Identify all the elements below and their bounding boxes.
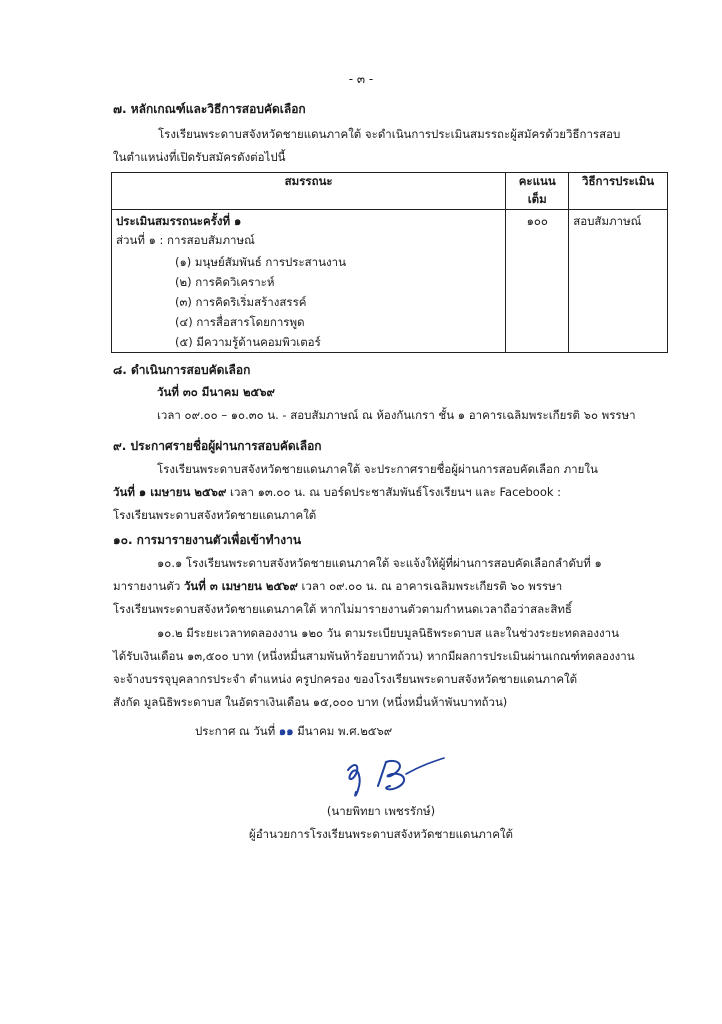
announce-line [195, 723, 392, 741]
competency-item: (๒) การคิดวิเคราะห์ [175, 275, 275, 289]
section8-title: ๘. ดำเนินการสอบคัดเลือก [113, 363, 251, 377]
section10-p2-line2: ได้รับเงินเดือน ๑๓,๕๐๐ บาท (หนึ่งหมื่นสามพันห้าร้อยบาทถ้วน) หากมีผลการประเมินผ่านเกณฑ์ทดลองงาน [113, 649, 635, 663]
section9-line2-rest: เวลา ๑๓.๐๐ น. ณ บอร์ดประชาสัมพันธ์โรงเรียนฯ และ Facebook : [226, 485, 562, 499]
method-cell: สอบสัมภาษณ์ [569, 210, 668, 353]
part-label: ส่วนที่ ๑ : การสอบสัมภาษณ์ [116, 233, 255, 247]
competency-item: (๕) มีความรู้ด้านคอมพิวเตอร์ [175, 335, 321, 349]
section9-line1: โรงเรียนพระดาบสจังหวัดชายแดนภาคใต้ จะประกาศรายชื่อผู้ผ่านการสอบคัดเลือก ภายใน [157, 462, 598, 476]
signer-position: ผู้อำนวยการโรงเรียนพระดาบสจังหวัดชายแดนภาคใต้ [248, 827, 514, 841]
section9-line3: โรงเรียนพระดาบสจังหวัดชายแดนภาคใต้ [113, 508, 317, 522]
section10-p1-line2-rest: เวลา ๐๙.๐๐ น. ณ อาคารเฉลิมพระเกียรติ ๖๐ พรรษา [297, 579, 563, 593]
round-title: ประเมินสมรรถนะครั้งที่ ๑ [116, 214, 242, 228]
section7-para-line1: โรงเรียนพระดาบสจังหวัดชายแดนภาคใต้ จะดำเนินการประเมินสมรรถะผู้สมัครด้วยวิธีการสอบ [158, 127, 621, 141]
table-header-competency: สมรรถนะ [112, 173, 506, 210]
competency-table [111, 172, 668, 353]
table-header-method: วิธีการประเมิน [569, 173, 668, 210]
section8-date: วันที่ ๓๐ มีนาคม ๒๕๖๙ [157, 385, 275, 399]
table-header-row [112, 173, 668, 210]
score-cell: ๑๐๐ [506, 210, 569, 353]
section9-title: ๙. ประกาศรายชื่อผู้ผ่านการสอบคัดเลือก [113, 439, 322, 453]
section9-date: วันที่ ๑ เมษายน ๒๕๖๙ [113, 485, 227, 499]
section8-detail: เวลา ๐๙.๐๐ – ๑๐.๓๐ น. - สอบสัมภาษณ์ ณ ห้องกันเกรา ชั้น ๑ อาคารเฉลิมพระเกียรติ ๖๐ พรรษา [157, 408, 636, 422]
announce-day: ๑๑ [278, 724, 294, 738]
section10-p1-line2 [113, 578, 562, 596]
announce-prefix: ประกาศ ณ วันที่ [195, 724, 279, 738]
section10-title: ๑๐. การมารายงานตัวเพื่อเข้าทำงาน [113, 533, 302, 547]
section10-p2-line4: สังกัด มูลนิธิพระดาบส ในอัตราเงินเดือน ๑๕,๐๐๐ บาท (หนึ่งหมื่นห้าพันบาทถ้วน) [113, 695, 508, 709]
section10-p2-line1: ๑๐.๒ มีระยะเวลาทดลองงาน ๑๒๐ วัน ตามระเบียบมูลนิธิพระดาบส และในช่วงระยะทดลองงาน [157, 626, 619, 640]
section10-p1-line2-pre: มารายงานตัว [113, 579, 184, 593]
page-number: - ๓ - [348, 72, 374, 86]
section9-line2 [113, 484, 561, 502]
competency-item: (๑) มนุษย์สัมพันธ์ การประสานงาน [175, 255, 346, 269]
section10-p1-line1: ๑๐.๑ โรงเรียนพระดาบสจังหวัดชายแดนภาคใต้ จะแจ้งให้ผู้ที่ผ่านการสอบคัดเลือกลำดับที่ ๑ [157, 556, 602, 570]
announce-suffix: มีนาคม พ.ศ.๒๕๖๙ [293, 724, 393, 738]
section7-para-line2: ในตำแหน่งที่เปิดรับสมัครดังต่อไปนี้ [113, 150, 286, 164]
competency-cell [112, 210, 506, 353]
section10-p1-line3: โรงเรียนพระดาบสจังหวัดชายแดนภาคใต้ หากไม่มารายงานตัวตามกำหนดเวลาถือว่าสละสิทธิ์ [113, 602, 572, 616]
competency-item: (๓) การคิดริเริ่มสร้างสรรค์ [175, 295, 307, 309]
section10-p2-line3: จะจ้างบรรจุบุคลากรประจำ ตำแหน่ง ครูปกครอง ของโรงเรียนพระดาบสจังหวัดชายแดนภาคใต้ [113, 672, 578, 686]
section7-title: ๗. หลักเกณฑ์และวิธีการสอบคัดเลือก [113, 102, 306, 116]
signer-name: (นายพิทยา เพชรรักษ์) [326, 804, 436, 818]
section10-report-date: วันที่ ๓ เมษายน ๒๕๖๙ [183, 579, 298, 593]
table-row [112, 210, 668, 353]
signature-image [340, 752, 450, 800]
table-header-score: คะแนนเต็ม [506, 173, 569, 210]
competency-item: (๔) การสื่อสารโดยการพูด [175, 315, 305, 329]
